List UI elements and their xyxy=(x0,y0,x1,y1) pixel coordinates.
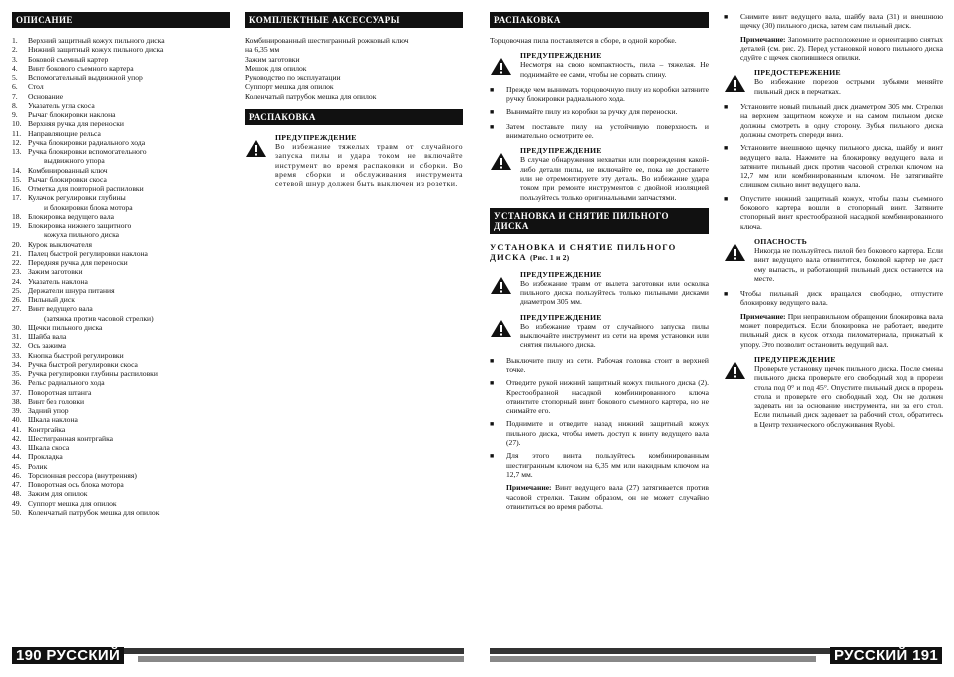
parts-list xyxy=(12,36,230,517)
note-text: При неправильном обращении блокировка вала может повредиться. Если блокировка не работает, введите пильный диск в кусок отхода пиломатериала, прижатый к упору. Это позволит остановить ведущий вал. xyxy=(740,311,943,349)
list-item xyxy=(12,82,230,91)
warning-triangle-icon xyxy=(490,146,514,201)
accessory-line: Зажим заготовки xyxy=(245,54,300,64)
list-item xyxy=(12,193,230,202)
list-item xyxy=(12,230,230,239)
list-item xyxy=(12,267,230,276)
item-number: 5. xyxy=(12,73,18,82)
item-number: 48. xyxy=(12,489,22,499)
warning-triangle-icon xyxy=(724,355,748,429)
bullet-icon: ■ xyxy=(724,103,729,112)
item-number: 4. xyxy=(12,63,18,73)
footer-bar xyxy=(490,656,816,662)
warning-title: ПРЕДУПРЕЖДЕНИЕ xyxy=(520,146,602,156)
column-blade-continued xyxy=(724,12,943,435)
warning-title: ОПАСНОСТЬ xyxy=(754,236,808,246)
item-text: Рычаг блокировки скоса xyxy=(28,174,107,184)
item-number: 32. xyxy=(12,341,22,351)
list-item xyxy=(12,360,230,369)
warning-title: ПРЕДУПРЕЖДЕНИЕ xyxy=(754,354,836,364)
item-number: 46. xyxy=(12,470,22,480)
bullet-item xyxy=(490,107,709,117)
warning-title: ПРЕДОСТЕРЕЖЕНИЕ xyxy=(754,68,841,78)
warning-title: ПРЕДУПРЕЖДЕНИЕ xyxy=(275,133,357,143)
list-item xyxy=(12,443,230,452)
item-number: 9. xyxy=(12,110,18,119)
item-text: Щечки пильного диска xyxy=(28,322,103,332)
bullet-item xyxy=(724,12,943,31)
bullet-text: Установите новый пильный диск диаметром 305 мм. Стрелки на верхнем защитном кожухе и на самом пильном диске должны смотреть в одну сторону. Зубья пильного диска должны смотреть спереди вниз. xyxy=(740,102,943,139)
item-text: Винт бокового съемного картера xyxy=(28,63,134,73)
page-number-left xyxy=(12,647,124,664)
item-text: Указатель угла скоса xyxy=(28,100,95,110)
item-number: 41. xyxy=(12,424,22,434)
note-label: Примечание: xyxy=(506,483,552,493)
list-item xyxy=(12,138,230,147)
warning-text: Во избежание порезов острыми зубьями меняйте пильный диск в перчатках. xyxy=(754,77,943,96)
footer-bar xyxy=(138,656,464,662)
warning-triangle-icon xyxy=(724,237,748,283)
section-header-description: ОПИСАНИЕ xyxy=(12,12,230,28)
item-number: 31. xyxy=(12,332,22,341)
item-number: 16. xyxy=(12,184,22,193)
item-text: Зажим для опилок xyxy=(28,489,88,499)
accessory-line: Руководство по эксплуатации xyxy=(245,73,341,83)
item-number xyxy=(12,314,28,323)
item-text: Шестигранная контргайка xyxy=(28,433,114,443)
item-number: 49. xyxy=(12,498,22,508)
warning-text: Несмотря на свою компактность, пила – тяжелая. Не поднимайте ее сами, чтобы не сорвать спину. xyxy=(520,60,709,79)
bullet-icon: ■ xyxy=(490,108,495,117)
item-text: Торсионная рессора (внутренняя) xyxy=(28,470,137,480)
footer-right xyxy=(490,648,942,664)
bullet-item xyxy=(490,378,709,415)
list-item xyxy=(12,388,230,397)
bullet-item xyxy=(490,419,709,447)
item-number: 20. xyxy=(12,239,22,249)
page-number-right xyxy=(830,647,942,664)
list-item xyxy=(12,55,230,64)
list-item xyxy=(12,36,230,45)
item-text: Контргайка xyxy=(28,424,66,434)
item-number: 21. xyxy=(12,248,22,258)
item-number: 6. xyxy=(12,82,18,92)
item-text: Верхняя ручка для переноски xyxy=(28,119,124,129)
item-text: Курок выключателя xyxy=(28,239,92,249)
accessory-line: Мешок для опилок xyxy=(245,63,307,73)
list-item xyxy=(12,480,230,489)
bullet-item xyxy=(724,194,943,231)
list-item xyxy=(12,166,230,175)
item-text: Верхний защитный кожух пильного диска xyxy=(28,36,165,45)
bullet-icon: ■ xyxy=(490,85,495,94)
bullet-icon: ■ xyxy=(724,144,729,153)
list-item xyxy=(12,119,230,128)
item-number: 27. xyxy=(12,304,22,314)
item-text: Винт ведущего вала xyxy=(28,304,93,314)
item-text: Рычаг блокировки наклона xyxy=(28,110,116,119)
column-accessories xyxy=(245,12,463,195)
item-text: кожуха пильного диска xyxy=(44,230,120,240)
bullet-text: Выключите пилу из сети. Рабочая головка стоит в верхней точке. xyxy=(506,355,709,374)
column-unpacking xyxy=(490,12,709,516)
list-item xyxy=(12,452,230,461)
item-number: 37. xyxy=(12,387,22,397)
item-number: 17. xyxy=(12,193,22,203)
item-text: Отметка для повторной распиловки xyxy=(28,184,144,193)
section-header-unpacking: РАСПАКОВКА xyxy=(245,109,463,125)
item-text: Ручка быстрой регулировки скоса xyxy=(28,359,138,369)
item-text: Зажим заготовки xyxy=(28,267,83,277)
item-number: 13. xyxy=(12,147,22,156)
bullet-item xyxy=(724,289,943,308)
list-item xyxy=(12,397,230,406)
list-item xyxy=(12,369,230,378)
note-text: Запомните расположение и ориентацию снятых деталей (см. рис. 2). Перед установкой нового пильного диска сдуйте с щечек скопившиеся опилки. xyxy=(740,34,943,63)
item-text: Держатели шнура питания xyxy=(28,285,115,295)
bullet-text: Чтобы пильный диск вращался свободно, отпустите блокировку ведущего вала. xyxy=(740,289,943,308)
list-item xyxy=(12,212,230,221)
warning-block xyxy=(245,133,463,188)
footer-left xyxy=(12,648,464,664)
list-item xyxy=(12,175,230,184)
item-text: и блокировки блока мотора xyxy=(44,202,133,212)
page-number: 191 xyxy=(912,647,938,664)
bullet-item xyxy=(490,85,709,104)
item-text: Боковой съемный картер xyxy=(28,54,109,64)
item-text: Блокировка ведущего вала xyxy=(28,211,115,221)
language-label: РУССКИЙ xyxy=(833,647,908,664)
warning-triangle-icon xyxy=(724,68,748,96)
bullet-item xyxy=(490,122,709,141)
warning-block xyxy=(724,68,943,96)
item-text: Винт без головки xyxy=(28,396,85,406)
item-text: (затяжка против часовой стрелки) xyxy=(44,313,154,323)
list-item xyxy=(12,434,230,443)
list-item xyxy=(12,147,230,156)
list-item xyxy=(12,73,230,82)
list-item xyxy=(12,323,230,332)
accessories-list xyxy=(245,36,463,101)
item-number: 26. xyxy=(12,295,22,304)
item-text: Ось зажима xyxy=(28,341,67,351)
item-text: Рельс радиального хода xyxy=(28,378,105,388)
warning-block xyxy=(490,51,709,79)
bullet-text: Снимите винт ведущего вала, шайбу вала (31) и внешнюю щечку (30) пильного диска, затем сам пильный диск. xyxy=(740,12,943,31)
bullet-icon: ■ xyxy=(724,13,729,21)
item-number: 25. xyxy=(12,285,22,295)
item-text: Комбинированный ключ xyxy=(28,165,108,175)
list-item xyxy=(12,221,230,230)
item-number: 39. xyxy=(12,406,22,415)
list-item xyxy=(12,240,230,249)
bullet-text: Прежде чем вынимать торцовочную пилу из коробки затяните ручку блокировки радиального хода. xyxy=(506,84,709,104)
item-text: Суппорт мешка для опилок xyxy=(28,498,117,508)
list-item xyxy=(12,64,230,73)
item-text: Задний упор xyxy=(28,406,69,415)
accessory-line: Коленчатый патрубок мешка для опилок xyxy=(245,91,377,101)
note-label: Примечание: xyxy=(740,34,786,44)
item-number xyxy=(12,230,28,239)
item-number: 15. xyxy=(12,174,22,184)
bullet-text: Вынимайте пилу из коробки за ручку для переноски. xyxy=(506,107,678,117)
item-number: 22. xyxy=(12,258,22,267)
bullet-text: Отведите рукой нижний защитный кожух пильного диска (2). Крестообразной насадкой комбинированного ключа отвинтите стопорный винт бокового съемного картера, но не снимайте его. xyxy=(506,378,709,416)
item-text: Пильный диск xyxy=(28,295,75,304)
section-header-accessories: КОМПЛЕКТНЫЕ АКСЕССУАРЫ xyxy=(245,12,463,28)
item-number: 10. xyxy=(12,119,22,129)
item-text: Поворотная ось блока мотора xyxy=(28,480,124,489)
item-number: 30. xyxy=(12,322,22,332)
item-number: 50. xyxy=(12,507,22,517)
item-number: 35. xyxy=(12,369,22,378)
item-text: Кулачок регулировки глубины xyxy=(28,193,126,203)
item-number xyxy=(12,203,28,212)
bullet-icon: ■ xyxy=(490,122,495,131)
warning-text: В случае обнаружения нехватки или повреждения какой-либо детали пилы, не включайте ее, пока не достанете или не отремонтируете эту деталь. Во избежание удара током при ремонте инструментов с двойной изоляцией пользуйтесь только оригинальными запчастями. xyxy=(520,155,709,202)
warning-title: ПРЕДУПРЕЖДЕНИЕ xyxy=(520,51,602,61)
warning-block xyxy=(490,270,709,307)
item-number: 12. xyxy=(12,137,22,147)
item-text: Указатель наклона xyxy=(28,276,88,286)
list-item xyxy=(12,415,230,424)
item-number: 42. xyxy=(12,433,22,443)
item-number: 11. xyxy=(12,128,22,138)
column-description xyxy=(12,12,230,517)
list-item xyxy=(12,425,230,434)
item-text: Ролик xyxy=(28,461,48,471)
item-number xyxy=(12,156,28,165)
list-item xyxy=(12,286,230,295)
bullet-icon: ■ xyxy=(490,452,495,461)
item-text: Ручка блокировки радиального хода xyxy=(28,137,146,147)
item-number: 1. xyxy=(12,36,18,45)
warning-title: ПРЕДУПРЕЖДЕНИЕ xyxy=(520,312,602,322)
item-number: 34. xyxy=(12,359,22,369)
accessory-line: на 6,35 мм xyxy=(245,45,280,55)
list-item xyxy=(12,203,230,212)
item-number: 18. xyxy=(12,211,22,221)
bullet-text: Опустите нижний защитный кожух, чтобы пазы съемного бокового картера вошли в стопорный винт. Затяните стопорный винт крестообразной насадкой комбинированного ключа. xyxy=(740,193,943,231)
subheading-blade xyxy=(490,242,709,264)
item-text: выдвижного упора xyxy=(44,156,105,166)
bullet-icon: ■ xyxy=(490,379,495,388)
warning-block xyxy=(490,146,709,201)
item-text: Шайба вала xyxy=(28,332,67,341)
list-item xyxy=(12,92,230,101)
list-item xyxy=(12,249,230,258)
warning-text: Проверьте установку щечек пильного диска. После смены пильного диска проверьте его свободный ход в прорези стола под 0° и под 45°. Опустите пильный диск в прорезь стола и проверьте его свободный ход. Он не должен задевать ни за основание инструмента, ни за его стол. Если пильный диск задевает за рабочий стол, обратитесь в Центр технического обслуживания Ryobi. xyxy=(754,363,943,429)
item-text: Ручка блокировки вспомогательного xyxy=(28,147,147,156)
bullet-item xyxy=(724,143,943,189)
item-number: 14. xyxy=(12,165,22,175)
list-item xyxy=(12,295,230,304)
bullet-text: Установите внешнюю щечку пильного диска, шайбу и винт ведущего вала. Нажмите на блокировку ведущего вала и затяните пильный диск против часовой стрелки ключом на 12,7 мм или комбинированным ключом. Не затягивайте слишком сильно винт ведущего вала. xyxy=(740,143,943,190)
item-text: Нижний защитный кожух пильного диска xyxy=(28,45,164,55)
bullet-item xyxy=(490,451,709,479)
warning-triangle-icon xyxy=(245,133,269,188)
item-number: 43. xyxy=(12,443,22,452)
note xyxy=(724,35,943,63)
list-item xyxy=(12,129,230,138)
item-text: Коленчатый патрубок мешка для опилок xyxy=(28,507,160,517)
item-text: Передняя ручка для переноски xyxy=(28,258,128,267)
item-text: Палец быстрой регулировки наклона xyxy=(28,248,148,258)
bullet-icon: ■ xyxy=(490,356,495,365)
warning-triangle-icon xyxy=(490,313,514,350)
bullet-text: Для этого винта пользуйтесь комбинированным шестигранным ключом на 6,35 мм или накидным ключом на 12,7 мм. xyxy=(506,451,709,479)
note xyxy=(724,312,943,349)
item-text: Вспомогательный выдвижной упор xyxy=(28,73,143,82)
item-text: Основание xyxy=(28,91,64,101)
list-item xyxy=(12,499,230,508)
warning-block xyxy=(724,237,943,283)
item-text: Шкала скоса xyxy=(28,443,70,452)
warning-block xyxy=(724,355,943,429)
bullet-icon: ■ xyxy=(490,420,495,429)
section-header-blade: УСТАНОВКА И СНЯТИЕ ПИЛЬНОГО ДИСКА xyxy=(490,208,709,234)
intro-text: Торцовочная пила поставляется в сборе, в одной коробке. xyxy=(490,36,677,45)
list-item xyxy=(12,471,230,480)
list-item xyxy=(12,378,230,387)
list-item xyxy=(12,351,230,360)
bullet-text: Затем поставьте пилу на устойчивую поверхность и внимательно осмотрите ее. xyxy=(506,121,709,141)
bullet-text: Поднимите и отведите назад нижний защитный кожух пильного диска, чтобы иметь доступ к винту ведущего вала (27). xyxy=(506,419,709,448)
warning-triangle-icon xyxy=(490,51,514,79)
section-header-unpacking-2: РАСПАКОВКА xyxy=(490,12,709,28)
list-item xyxy=(12,156,230,165)
accessory-line: Суппорт мешка для опилок xyxy=(245,82,334,92)
list-item xyxy=(12,277,230,286)
item-text: Прокладка xyxy=(28,452,63,462)
item-number: 7. xyxy=(12,91,18,101)
list-item xyxy=(12,45,230,54)
item-number: 3. xyxy=(12,54,18,64)
item-text: Направляющие рельса xyxy=(28,128,101,138)
warning-text: Никогда не пользуйтесь пилой без бокового картера. Если винт ведущего вала отвинтится, боковой картер не даст ему выпасть, и работающий пильный диск останется на месте. xyxy=(754,245,943,283)
list-item xyxy=(12,304,230,313)
note-label: Примечание: xyxy=(740,311,786,321)
item-text: Поворотная штанга xyxy=(28,387,92,397)
figure-ref: (Рис. 1 и 2) xyxy=(530,253,570,263)
warning-block xyxy=(490,313,709,350)
list-item xyxy=(12,508,230,517)
bullet-item xyxy=(724,102,943,139)
item-number: 44. xyxy=(12,452,22,462)
item-text: Ручка регулировки глубины распиловки xyxy=(28,369,158,378)
item-text: Шкала наклона xyxy=(28,415,78,425)
item-number: 47. xyxy=(12,480,22,489)
bullet-item xyxy=(490,356,709,375)
warning-text: Во избежание травм от случайного запуска пилы выключайте инструмент из сети на время установки или снятия пильного диска. xyxy=(520,321,709,350)
list-item xyxy=(12,314,230,323)
item-text: Блокировка нижнего защитного xyxy=(28,221,132,230)
item-number: 24. xyxy=(12,276,22,286)
item-number: 36. xyxy=(12,378,22,388)
item-number: 45. xyxy=(12,461,22,471)
list-item xyxy=(12,184,230,193)
note xyxy=(490,483,709,511)
item-text: Кнопка быстрой регулировки xyxy=(28,350,124,360)
page-number: 190 xyxy=(16,647,42,664)
item-number: 2. xyxy=(12,45,18,55)
item-number: 38. xyxy=(12,396,22,406)
subheading-text: УСТАНОВКА И СНЯТИЕ ПИЛЬНОГО ДИСКА xyxy=(490,241,677,263)
item-number: 8. xyxy=(12,100,18,110)
bullet-icon: ■ xyxy=(724,290,729,299)
list-item xyxy=(12,258,230,267)
warning-text: Во избежание тяжелых травм от случайного запуска пилы и удара током не включайте инструмент во время распаковки и сборки. Во время сборки и обслуживания инструмента сетевой шнур должен быть выключен из розетки. xyxy=(275,142,463,189)
list-item xyxy=(12,489,230,498)
list-item xyxy=(12,101,230,110)
list-item xyxy=(12,110,230,119)
item-number: 19. xyxy=(12,221,22,230)
note-text: Винт ведущего вала (27) затягивается против часовой стрелки. Таким образом, он не может случайно отвинтиться во время работы. xyxy=(506,483,709,511)
item-text: Стол xyxy=(28,82,44,92)
warning-title: ПРЕДУПРЕЖДЕНИЕ xyxy=(520,269,602,279)
item-number: 23. xyxy=(12,267,22,277)
warning-text: Во избежание травм от вылета заготовки или осколка пильного диска пользуйтесь только пильными дисками диаметром 305 мм. xyxy=(520,278,709,307)
accessory-line: Комбинированный шестигранный рожковый ключ xyxy=(245,36,409,45)
list-item xyxy=(12,341,230,350)
list-item xyxy=(12,462,230,471)
language-label: РУССКИЙ xyxy=(46,647,121,664)
item-number: 33. xyxy=(12,350,22,360)
bullet-icon: ■ xyxy=(724,194,729,203)
list-item xyxy=(12,332,230,341)
item-number: 40. xyxy=(12,415,22,425)
list-item xyxy=(12,406,230,415)
warning-triangle-icon xyxy=(490,270,514,307)
